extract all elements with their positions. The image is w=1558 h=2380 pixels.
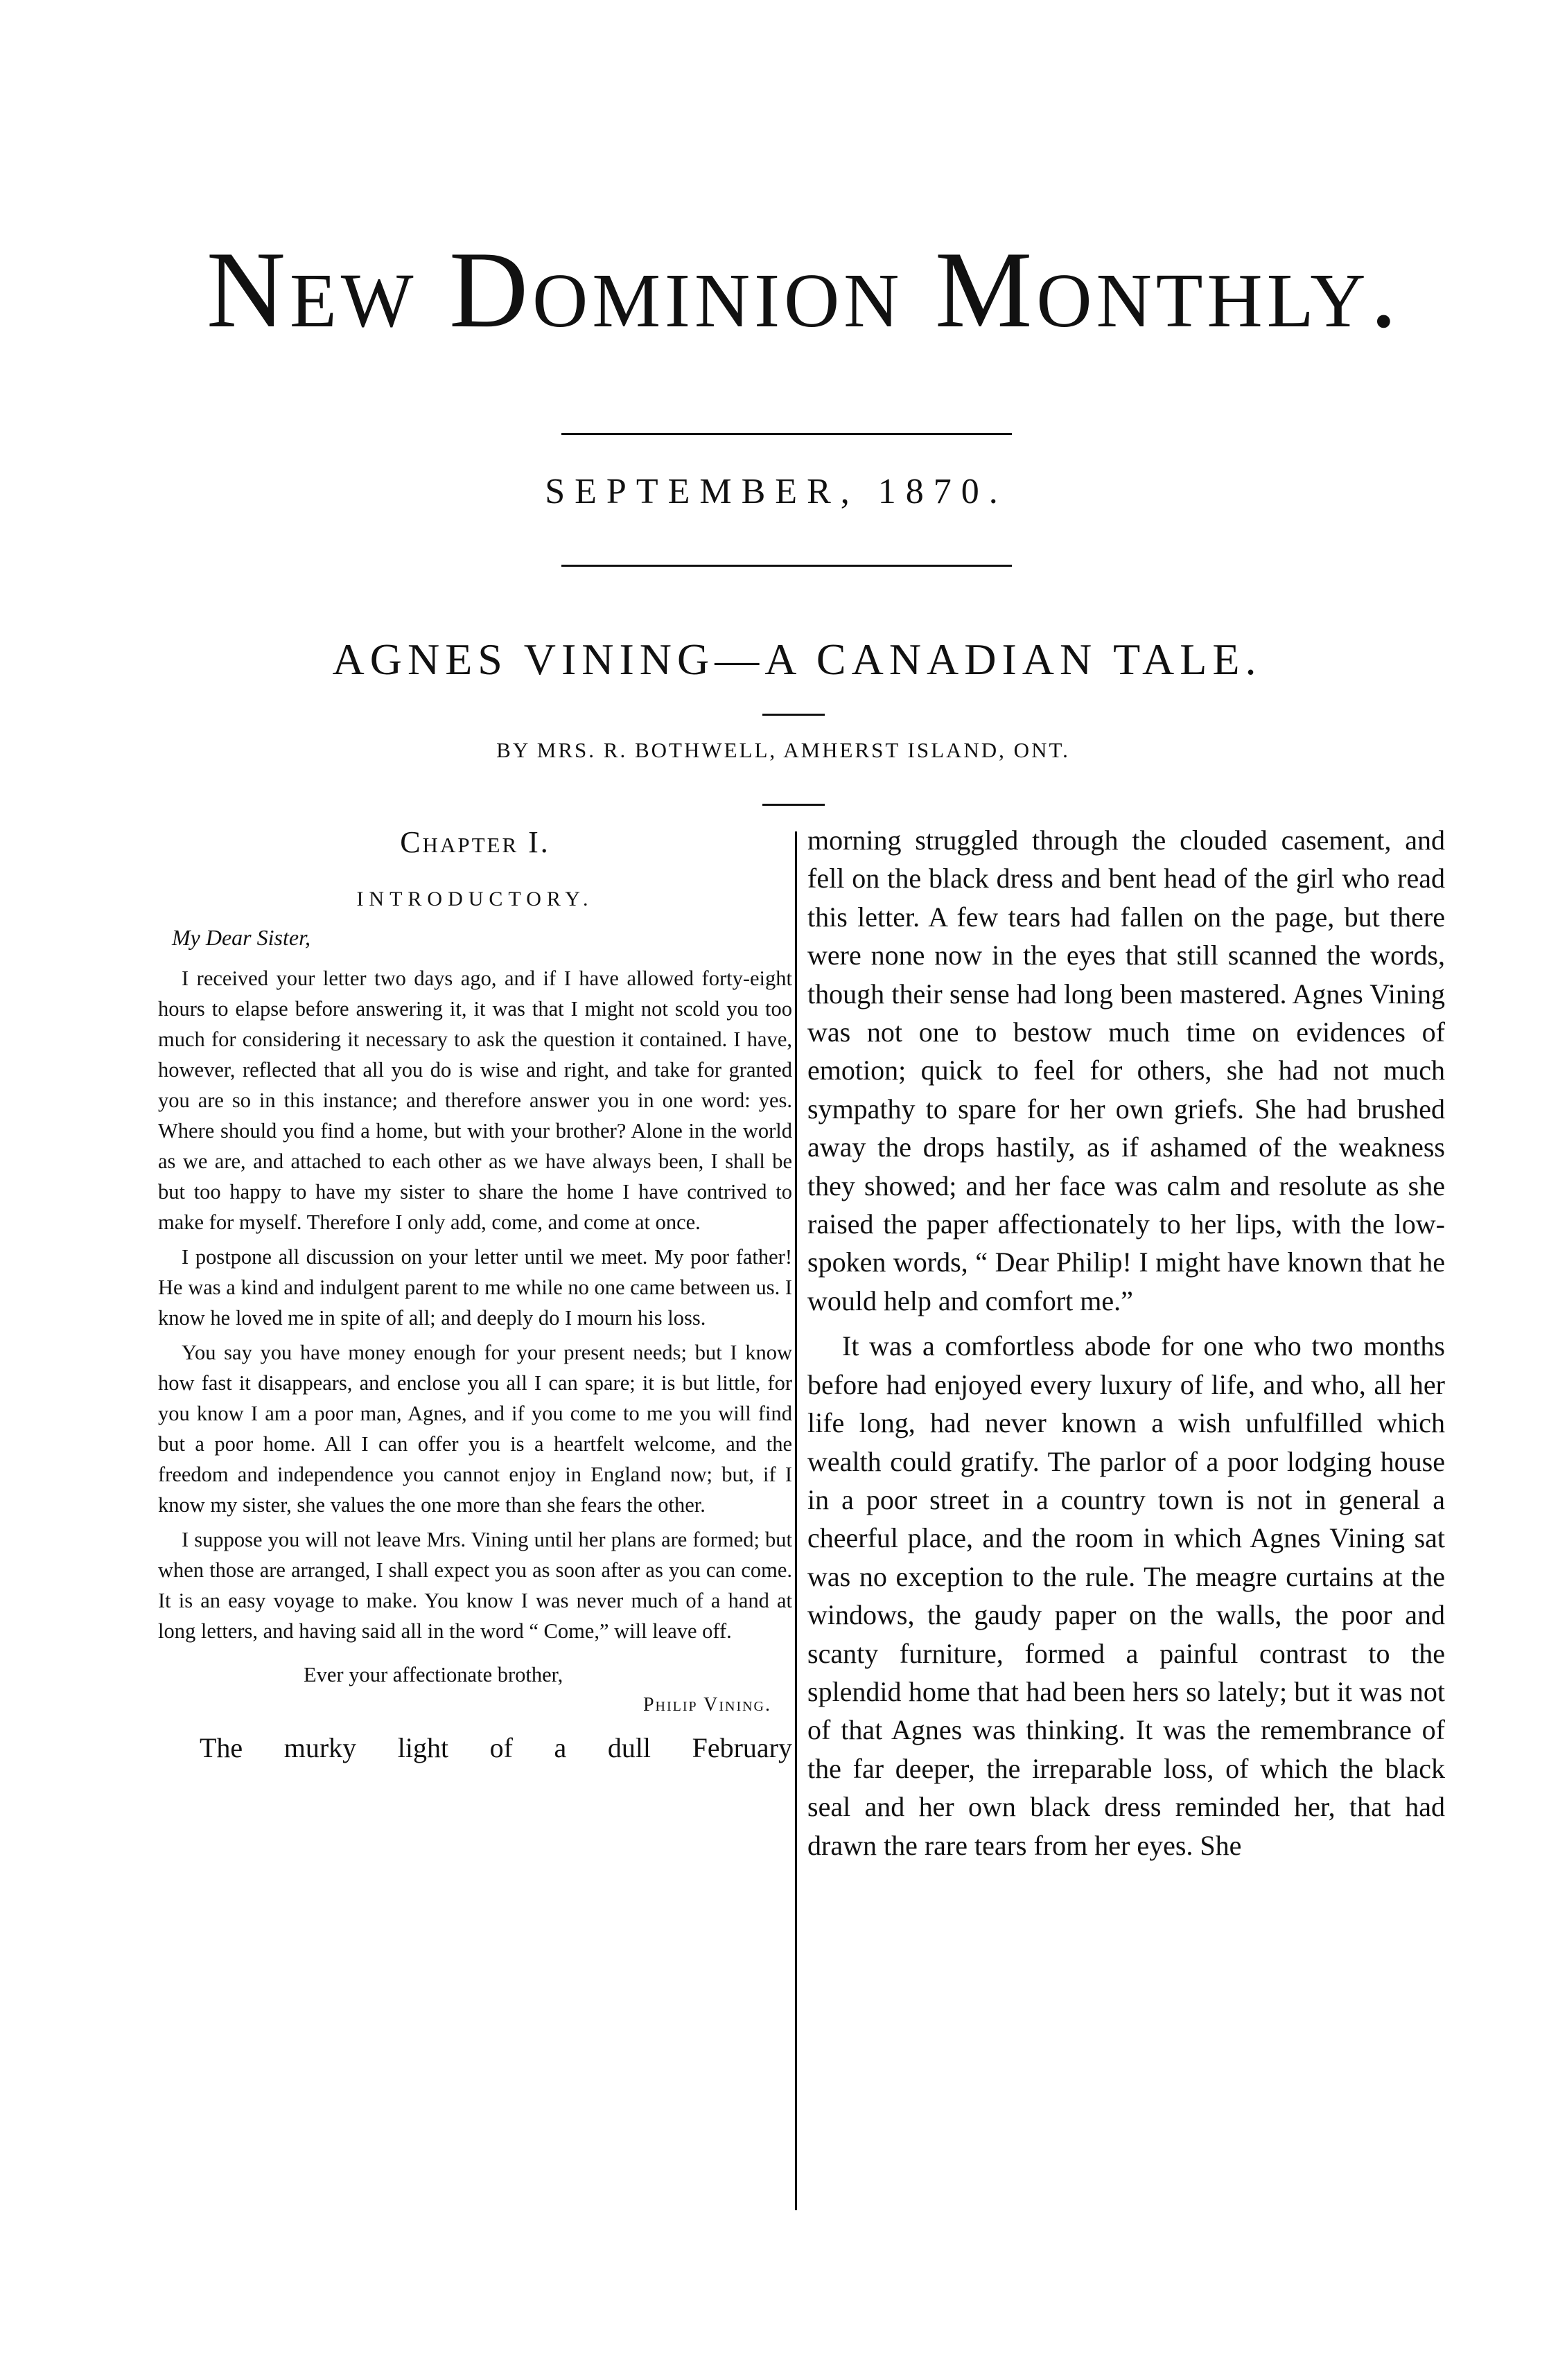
letter-signature: Philip Vining.	[642, 1694, 771, 1716]
column-divider	[795, 831, 797, 2210]
letter-salutation: My Dear Sister,	[172, 925, 310, 950]
story-title: AGNES VINING—A CANADIAN TALE.	[332, 635, 1262, 684]
issue-date: SEPTEMBER, 1870.	[545, 472, 1008, 511]
right-column	[807, 821, 1445, 1865]
letter-body	[158, 963, 792, 1646]
letter-paragraph: I received your letter two days ago, and if I have allowed forty-eight hours to elapse before answering it, it was that I might not scold you too much for considering it necessary to ask the question it contained. I have, however, reflected that all you do is wise and right, and take for granted you are so in this instance; and therefore answer you in one word: yes. Where should you find a home, but with your brother? Alone in the world as we are, and attached to each other as we have always been, I shall be but too happy to have my sister to share the home I have contrived to make for myself. Therefore I only add, come, and come at once.	[158, 967, 792, 1234]
letter-paragraph: I suppose you will not leave Mrs. Vining until her plans are formed; but when those are arranged, I shall expect you as soon after as you can come. It is an easy voyage to make. You know I was never much of a hand at long letters, and having said all in the word “ Come,” will leave off.	[158, 1528, 792, 1643]
byline-rule	[762, 804, 825, 806]
top-rule-lower	[561, 565, 1012, 567]
narrative-paragraph: morning struggled through the clouded casement, and fell on the black dress and bent head of the girl who read this letter. A few tears had fallen on the page, but there were none now in the eyes that still scanned the words, though their sense had long been mastered. Agnes Vining was not one to bestow much time on evidences of emotion; quick to feel for others, she had not much sympathy to spare for her own griefs. She had brushed away the drops hastily, as if ashamed of the weakness they showed; and her face was calm and resolute as she raised the paper affectionately to her lips, with the low-spoken words, “ Dear Philip! I might have known that he would help and comfort me.”	[807, 825, 1445, 1316]
title-rule	[762, 714, 825, 716]
top-rule-upper	[561, 433, 1012, 435]
magazine-title: New Dominion Monthly.	[206, 229, 1402, 351]
narrative-paragraph: It was a comfortless abode for one who two months before had enjoyed every luxury of life, and who, all her life long, had never known a wish unfulfilled which wealth could gratify. The parlor of a poor lodging house in a poor street in a country town is not in general a cheerful place, and the room in which Agnes Vining sat was no exception to the rule. The meagre curtains at the windows, the gaudy paper on the walls, the poor and scanty furniture, formed a painful contrast to the splendid home that had been hers so lately; but it was not of that Agnes was thinking. It was the remembrance of the far deeper, the irreparable loss, of which the black seal and her own black dress reminded her, that had drawn the rare tears from her eyes. She	[807, 1330, 1445, 1861]
narrative-opening-line: The murky light of a dull February	[200, 1732, 792, 1763]
chapter-subheading: INTRODUCTORY.	[356, 888, 594, 910]
letter-paragraph: You say you have money enough for your present needs; but I know how fast it disappears, and enclose you all I can spare; it is but little, for you know I am a poor man, Agnes, and if you come to me you will find but a poor home. All I can offer you is a heartfelt welcome, and the freedom and independence you cannot enjoy in England now; but, if I know my sister, she values the one more than she fears the other.	[158, 1341, 792, 1517]
story-byline: BY MRS. R. BOTHWELL, AMHERST ISLAND, ONT.	[496, 738, 1070, 762]
chapter-heading: Chapter I.	[400, 825, 550, 859]
letter-paragraph: I postpone all discussion on your letter until we meet. My poor father! He was a kind and indulgent parent to me while no one came between us. I know he loved me in spite of all; and deeply do I mourn his loss.	[158, 1245, 792, 1330]
left-column	[158, 825, 792, 1768]
letter-closing: Ever your affectionate brother,	[304, 1663, 563, 1686]
